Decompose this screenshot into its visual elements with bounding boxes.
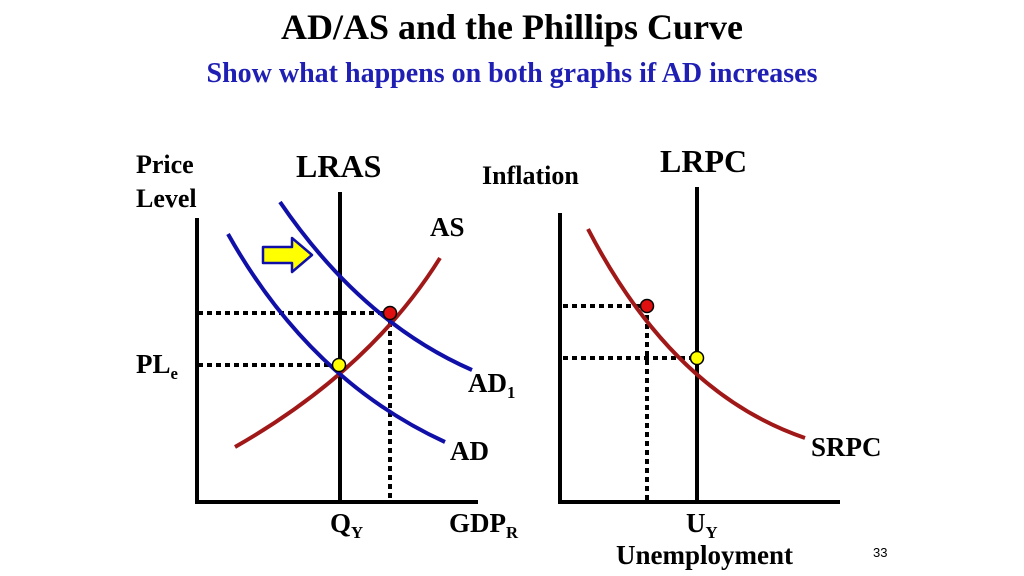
inflation-axis-label: Inflation	[482, 161, 579, 190]
ple-label-main: PL	[136, 349, 171, 379]
as-label: AS	[430, 212, 465, 242]
price-level-label-line1: Price	[136, 150, 194, 179]
right-arrow-icon	[263, 238, 312, 272]
phillips-curve-graph	[560, 187, 840, 502]
slide-number: 33	[873, 545, 888, 560]
lras-label: LRAS	[296, 148, 382, 184]
ple-label	[136, 349, 178, 384]
price-level-label-line2: Level	[136, 184, 197, 213]
slide-subtitle: Show what happens on both graphs if AD increases	[206, 58, 818, 89]
gdp-label-main: GDP	[449, 508, 506, 538]
uy-label	[686, 508, 718, 543]
ad1-label-main: AD	[468, 368, 507, 398]
qy-label-main: Q	[330, 508, 352, 538]
gdp-label-sub: R	[506, 522, 519, 542]
lrpc-label: LRPC	[660, 143, 748, 179]
as-curve	[235, 258, 440, 447]
ad1-label-sub: 1	[507, 382, 516, 402]
ple-label-sub: e	[170, 363, 178, 383]
ad1-label	[468, 368, 515, 403]
qy-label	[330, 508, 363, 543]
new-phillips-point	[641, 300, 654, 313]
uy-label-main: U	[686, 508, 706, 538]
price-level-axis-label	[136, 148, 197, 216]
initial-equilibrium-point	[333, 359, 346, 372]
initial-phillips-point	[691, 352, 704, 365]
ad-label: AD	[450, 436, 489, 466]
qy-label-sub: Y	[351, 522, 364, 542]
unemployment-axis-label: Unemployment	[616, 540, 793, 570]
gdp-axis-label	[449, 508, 518, 543]
srpc-label: SRPC	[811, 432, 882, 462]
slide-title: AD/AS and the Phillips Curve	[280, 7, 744, 47]
uy-label-sub: Y	[705, 522, 718, 542]
new-equilibrium-point	[384, 307, 397, 320]
